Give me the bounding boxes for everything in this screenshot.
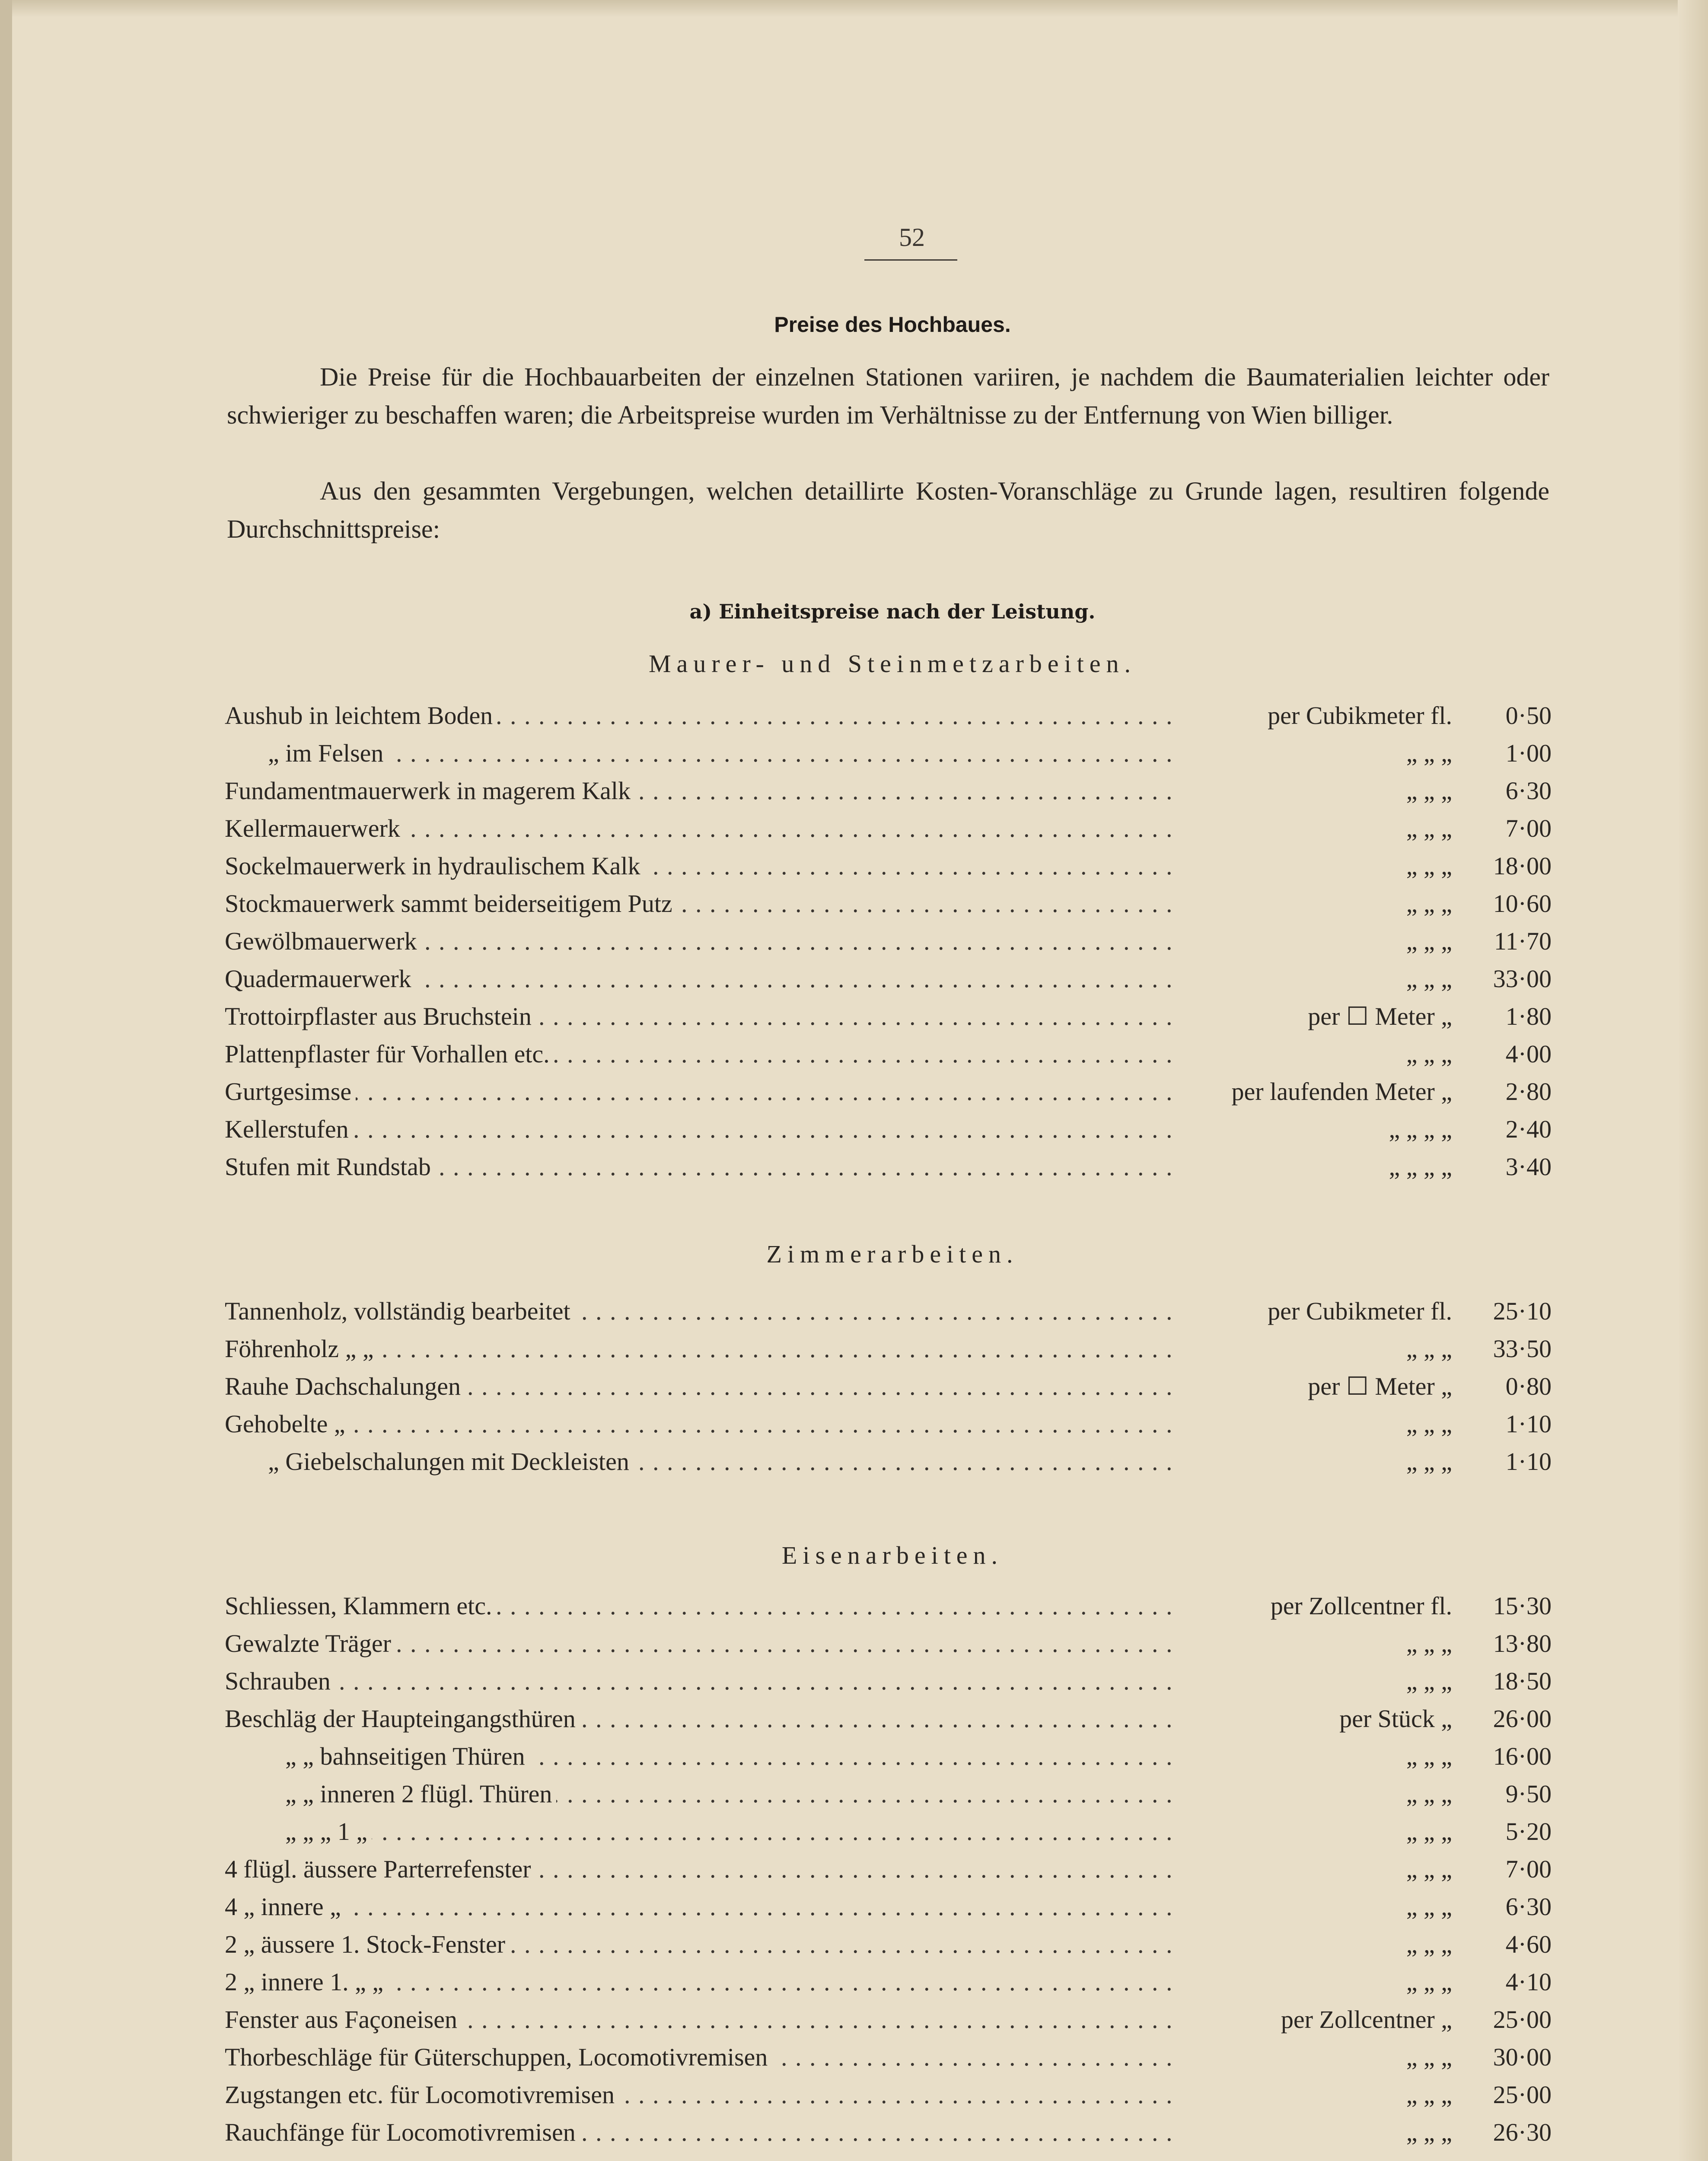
table-row	[225, 1850, 1552, 1888]
price-table-eisen	[225, 1587, 1552, 2151]
row-description: Kellerstufen	[225, 1115, 353, 1143]
table-row	[225, 998, 1552, 1035]
row-description: 2 „ äussere 1. Stock-Fenster	[225, 1930, 510, 1958]
intro-paragraph: Die Preise für die Hochbauarbeiten der einzelnen Stationen variiren, je nachdem die Baumaterialien leichter oder schwieriger zu beschaffen waren; die Arbeitspreise wurden im Verhältnisse zu der Entfernung von Wien billiger.	[227, 363, 1549, 429]
row-unit: „ „ „	[1402, 2113, 1452, 2151]
price-table-zimmer	[225, 1292, 1552, 1480]
row-price: 4·60	[1505, 1930, 1552, 1958]
row-unit: „ „ „	[1402, 1813, 1452, 1850]
row-unit: per ☐ Meter „	[1303, 1367, 1452, 1405]
row-price: 26·00	[1493, 1705, 1552, 1733]
row-unit: „ „ „	[1402, 2038, 1452, 2076]
row-description: „ „ bahnseitigen Thüren	[225, 1742, 529, 1770]
table-row	[225, 1073, 1552, 1110]
table-row	[225, 2076, 1552, 2113]
row-unit: per Zollcentner „	[1277, 2001, 1452, 2038]
row-description: Beschläg der Haupteingangsthüren	[225, 1705, 580, 1733]
row-price: 2·40	[1505, 1115, 1552, 1143]
section-title-maurer: Maurer- und Steinmetzarbeiten.	[648, 650, 1137, 678]
row-price: 13·80	[1493, 1629, 1552, 1657]
row-description: Schliessen, Klammern etc.	[225, 1592, 497, 1620]
row-price: 1·00	[1505, 739, 1552, 767]
row-unit: „ „ „	[1402, 1330, 1452, 1367]
row-price: 33·50	[1493, 1335, 1552, 1363]
row-unit: „ „ „	[1402, 1737, 1452, 1775]
table-row	[225, 1330, 1552, 1367]
row-description: Zugstangen etc. für Locomotivremisen	[225, 2081, 619, 2109]
row-description: 4 flügl. äussere Parterrefenster	[225, 1855, 535, 1883]
section-title-eisen: Eisenarbeiten.	[781, 1541, 1004, 1569]
row-unit: „ „ „	[1402, 1850, 1452, 1888]
row-price: 7·00	[1505, 814, 1552, 842]
row-unit: „ „ „ „	[1385, 1110, 1452, 1148]
row-description: Gurtgesimse	[225, 1077, 356, 1106]
row-price: 15·30	[1493, 1592, 1552, 1620]
table-row	[225, 734, 1552, 772]
row-unit: „ „ „	[1402, 1775, 1452, 1813]
table-row	[225, 1148, 1552, 1186]
row-price: 7·00	[1505, 1855, 1552, 1883]
row-price: 26·30	[1493, 2118, 1552, 2146]
row-description: Gewalzte Träger	[225, 1629, 395, 1657]
row-price: 16·00	[1493, 1742, 1552, 1770]
row-description: „ Giebelschalungen mit Deckleisten	[225, 1447, 634, 1476]
row-price: 5·20	[1505, 1817, 1552, 1845]
row-description: Thorbeschläge für Güterschuppen, Locomotivremisen	[225, 2043, 772, 2071]
row-unit: „ „ „	[1402, 2076, 1452, 2113]
table-row	[225, 772, 1552, 810]
row-price: 2·80	[1505, 1077, 1552, 1106]
row-unit: per laufenden Meter „	[1227, 1073, 1452, 1110]
table-row	[225, 1405, 1552, 1443]
row-price: 1·10	[1505, 1447, 1552, 1476]
row-price: 11·70	[1494, 927, 1552, 955]
row-description: Föhrenholz „ „	[225, 1335, 378, 1363]
row-unit: „ „ „	[1402, 1925, 1452, 1963]
table-row	[225, 1737, 1552, 1775]
row-unit: per Cubikmeter fl.	[1263, 1292, 1452, 1330]
table-row	[225, 922, 1552, 960]
row-description: Rauchfänge für Locomotivremisen	[225, 2118, 580, 2146]
row-price: 18·50	[1493, 1667, 1552, 1695]
row-unit: „ „ „	[1402, 847, 1452, 885]
row-description: „ im Felsen	[225, 739, 388, 767]
row-description: Kellermauerwerk	[225, 814, 405, 842]
table-row	[225, 2001, 1552, 2038]
table-row	[225, 1443, 1552, 1480]
table-row	[225, 1110, 1552, 1148]
row-description: Tannenholz, vollständig bearbeitet	[225, 1297, 575, 1325]
table-row	[225, 1625, 1552, 1662]
row-unit: „ „ „	[1402, 1405, 1452, 1443]
table-row	[225, 1925, 1552, 1963]
row-description: Sockelmauerwerk in hydraulischem Kalk	[225, 852, 645, 880]
row-description: Trottoirpflaster aus Bruchstein	[225, 1002, 536, 1030]
table-row	[225, 1292, 1552, 1330]
row-price: 0·80	[1505, 1372, 1552, 1400]
row-unit: per Zollcentner fl.	[1266, 1587, 1452, 1625]
row-unit: per Cubikmeter fl.	[1263, 697, 1452, 734]
row-description: 4 „ innere „	[225, 1893, 345, 1921]
table-row	[225, 960, 1552, 998]
row-description: Stufen mit Rundstab	[225, 1153, 435, 1181]
row-price: 3·40	[1505, 1153, 1552, 1181]
price-table-maurer	[225, 697, 1552, 1186]
table-row	[225, 1035, 1552, 1073]
table-row	[225, 1775, 1552, 1813]
row-price: 33·00	[1493, 965, 1552, 993]
table-row	[225, 847, 1552, 885]
row-unit: „ „ „	[1402, 772, 1452, 810]
row-unit: per Stück „	[1335, 1700, 1452, 1737]
row-price: 1·80	[1505, 1002, 1552, 1030]
row-price: 10·60	[1493, 889, 1552, 918]
row-price: 18·00	[1493, 852, 1552, 880]
row-price: 9·50	[1505, 1780, 1552, 1808]
row-unit: per ☐ Meter „	[1303, 998, 1452, 1035]
table-row	[225, 1963, 1552, 2001]
table-row	[225, 1700, 1552, 1737]
row-unit: „ „ „	[1402, 734, 1452, 772]
row-price: 0·50	[1505, 701, 1552, 730]
row-price: 25·00	[1493, 2005, 1552, 2034]
table-row	[225, 885, 1552, 922]
row-description: Aushub in leichtem Boden	[225, 701, 497, 730]
table-row	[225, 2113, 1552, 2151]
table-row	[225, 2038, 1552, 2076]
page-edge-top	[0, 0, 1708, 17]
subheading: a) Einheitspreise nach der Leistung.	[689, 600, 1096, 623]
page-number: 52	[899, 223, 925, 252]
row-description: Gehobelte „	[225, 1410, 350, 1438]
row-description: Fundamentmauerwerk in magerem Kalk	[225, 777, 635, 805]
page-title: Preise des Hochbaues.	[774, 312, 1011, 337]
row-description: Rauhe Dachschalungen	[225, 1372, 465, 1400]
table-row	[225, 1367, 1552, 1405]
row-description: Schrauben	[225, 1667, 335, 1695]
row-description: „ „ „ 1 „	[225, 1817, 372, 1845]
row-price: 25·10	[1493, 1297, 1552, 1325]
row-unit: „ „ „	[1402, 1625, 1452, 1662]
row-description: Fenster aus Façoneisen	[225, 2005, 462, 2034]
row-price: 25·00	[1493, 2081, 1552, 2109]
row-unit: „ „ „	[1402, 885, 1452, 922]
row-description: 2 „ innere 1. „ „	[225, 1968, 388, 1996]
section-title-zimmer: Zimmerarbeiten.	[766, 1240, 1019, 1268]
page-number-rule	[864, 259, 957, 261]
row-price: 6·30	[1505, 1893, 1552, 1921]
row-price: 6·30	[1505, 777, 1552, 805]
table-row	[225, 1888, 1552, 1925]
row-unit: „ „ „	[1402, 1443, 1452, 1480]
table-row	[225, 697, 1552, 734]
row-unit: „ „ „	[1402, 810, 1452, 847]
row-description: Quadermauerwerk	[225, 965, 416, 993]
row-description: „ „ inneren 2 flügl. Thüren	[225, 1780, 556, 1808]
table-row	[225, 810, 1552, 847]
table-row	[225, 1662, 1552, 1700]
row-price: 1·10	[1505, 1410, 1552, 1438]
table-row	[225, 1587, 1552, 1625]
summary-paragraph: Aus den gesammten Vergebungen, welchen detaillirte Kosten-Voranschläge zu Grunde lagen, resultiren folgende Durchschnittspreise:	[227, 477, 1549, 543]
row-price: 30·00	[1493, 2043, 1552, 2071]
row-description: Gewölbmauerwerk	[225, 927, 421, 955]
row-unit: „ „ „	[1402, 922, 1452, 960]
row-price: 4·00	[1505, 1040, 1552, 1068]
row-unit: „ „ „	[1402, 960, 1452, 998]
row-description: Stockmauerwerk sammt beiderseitigem Putz	[225, 889, 677, 918]
row-description: Plattenpflaster für Vorhallen etc.	[225, 1040, 554, 1068]
table-row	[225, 1813, 1552, 1850]
row-unit: „ „ „ „	[1385, 1148, 1452, 1186]
row-unit: „ „ „	[1402, 1963, 1452, 2001]
row-unit: „ „ „	[1402, 1888, 1452, 1925]
row-unit: „ „ „	[1402, 1035, 1452, 1073]
row-unit: „ „ „	[1402, 1662, 1452, 1700]
row-price: 4·10	[1505, 1968, 1552, 1996]
